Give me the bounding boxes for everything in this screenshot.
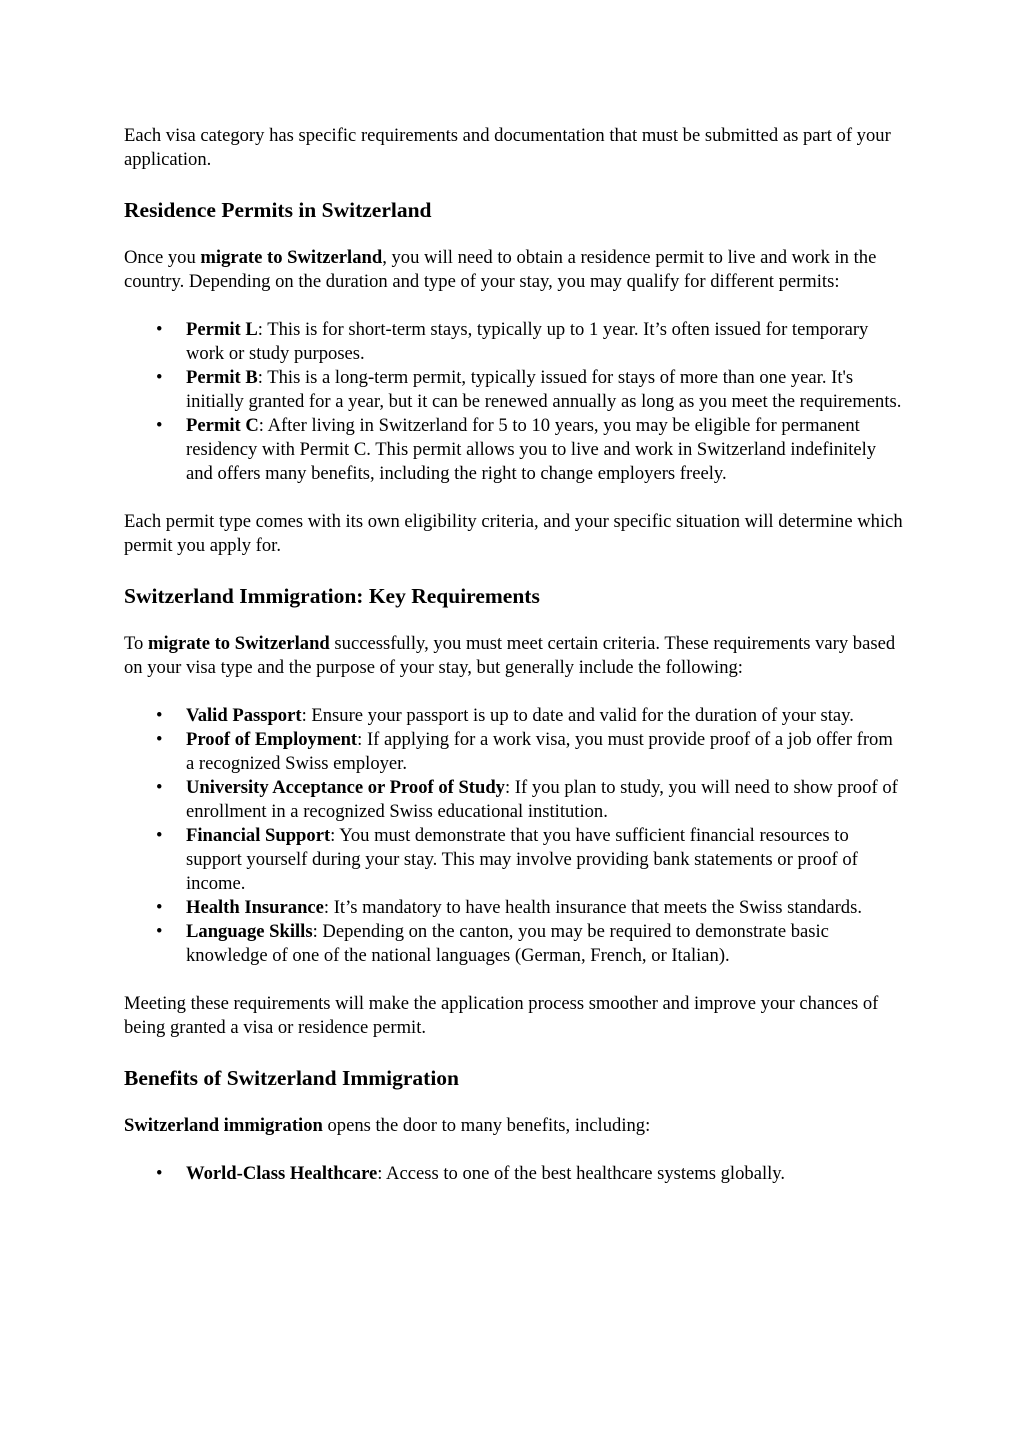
list-item: [186, 366, 904, 414]
residence-permits-intro: [124, 246, 904, 294]
list-text: : If applying for a work visa, you must provide proof of a job offer from a recognized Swiss employer.: [186, 729, 893, 774]
list-item: [186, 920, 904, 968]
list-item: [186, 824, 904, 896]
list-term: Permit L: [186, 319, 258, 340]
benefits-list: [124, 1162, 904, 1186]
list-term: World-Class Healthcare: [186, 1163, 378, 1184]
list-text: : You must demonstrate that you have sufficient financial resources to support yourself during your stay. This may involve providing bank statements or proof of income.: [186, 825, 858, 894]
para-text: successfully, you must meet certain criteria. These requirements vary based on your visa type and the purpose of your stay, but generally include the following:: [124, 633, 896, 678]
benefits-intro: [124, 1114, 904, 1138]
list-text: : It’s mandatory to have health insurance that meets the Swiss standards.: [323, 897, 862, 918]
list-term: Permit C: [186, 415, 259, 436]
list-text: : If you plan to study, you will need to show proof of enrollment in a recognized Swiss educational institution.: [186, 777, 898, 822]
list-item: [186, 896, 904, 920]
list-term: Language Skills: [186, 921, 313, 942]
list-text: : This is for short-term stays, typically up to 1 year. It’s often issued for temporary work or study purposes.: [186, 319, 869, 364]
requirements-list: [124, 704, 904, 968]
list-item: [186, 1162, 904, 1186]
heading-key-requirements: Switzerland Immigration: Key Requirements: [124, 584, 540, 608]
list-text: : Ensure your passport is up to date and valid for the duration of your stay.: [301, 705, 854, 726]
heading-benefits: Benefits of Switzerland Immigration: [124, 1066, 460, 1090]
bold-phrase: migrate to Switzerland: [148, 633, 330, 654]
key-requirements-closing: Meeting these requirements will make the application process smoother and improve your chances of being granted a visa or residence permit.: [124, 993, 879, 1038]
list-item: [186, 318, 904, 366]
list-item: [186, 704, 904, 728]
list-item: [186, 776, 904, 824]
document-page: [124, 124, 904, 1186]
list-term: Valid Passport: [186, 705, 302, 726]
list-term: University Acceptance or Proof of Study: [186, 777, 505, 798]
heading-residence-permits: Residence Permits in Switzerland: [124, 198, 432, 222]
bold-phrase: Switzerland immigration: [124, 1115, 323, 1136]
residence-permits-closing: Each permit type comes with its own eligibility criteria, and your specific situation will determine which permit you apply for.: [124, 511, 903, 556]
list-text: : This is a long-term permit, typically issued for stays of more than one year. It's initially granted for a year, but it can be renewed annually as long as you meet the requirements.: [186, 367, 902, 412]
permit-list: [124, 318, 904, 486]
list-item: [186, 414, 904, 486]
bold-phrase: migrate to Switzerland: [200, 247, 383, 268]
list-text: : Access to one of the best healthcare systems globally.: [377, 1163, 786, 1184]
para-text: To: [124, 633, 149, 654]
key-requirements-intro: [124, 632, 904, 680]
list-text: : After living in Switzerland for 5 to 10 years, you may be eligible for permanent residency with Permit C. This permit allows you to live and work in Switzerland indefinitely and offers many benefits, including the right to change employers freely.: [186, 415, 877, 484]
intro-paragraph: Each visa category has specific requirements and documentation that must be submitted as part of your application.: [124, 125, 891, 170]
list-term: Permit B: [186, 367, 258, 388]
list-text: : Depending on the canton, you may be required to demonstrate basic knowledge of one of the national languages (German, French, or Italian).: [186, 921, 829, 966]
list-term: Proof of Employment: [186, 729, 358, 750]
para-text: , you will need to obtain a residence permit to live and work in the country. Depending on the duration and type of your stay, you may qualify for different permits:: [124, 247, 877, 292]
para-text: Once you: [124, 247, 201, 268]
para-text: opens the door to many benefits, including:: [322, 1115, 651, 1136]
list-term: Financial Support: [186, 825, 331, 846]
list-item: [186, 728, 904, 776]
list-term: Health Insurance: [186, 897, 324, 918]
